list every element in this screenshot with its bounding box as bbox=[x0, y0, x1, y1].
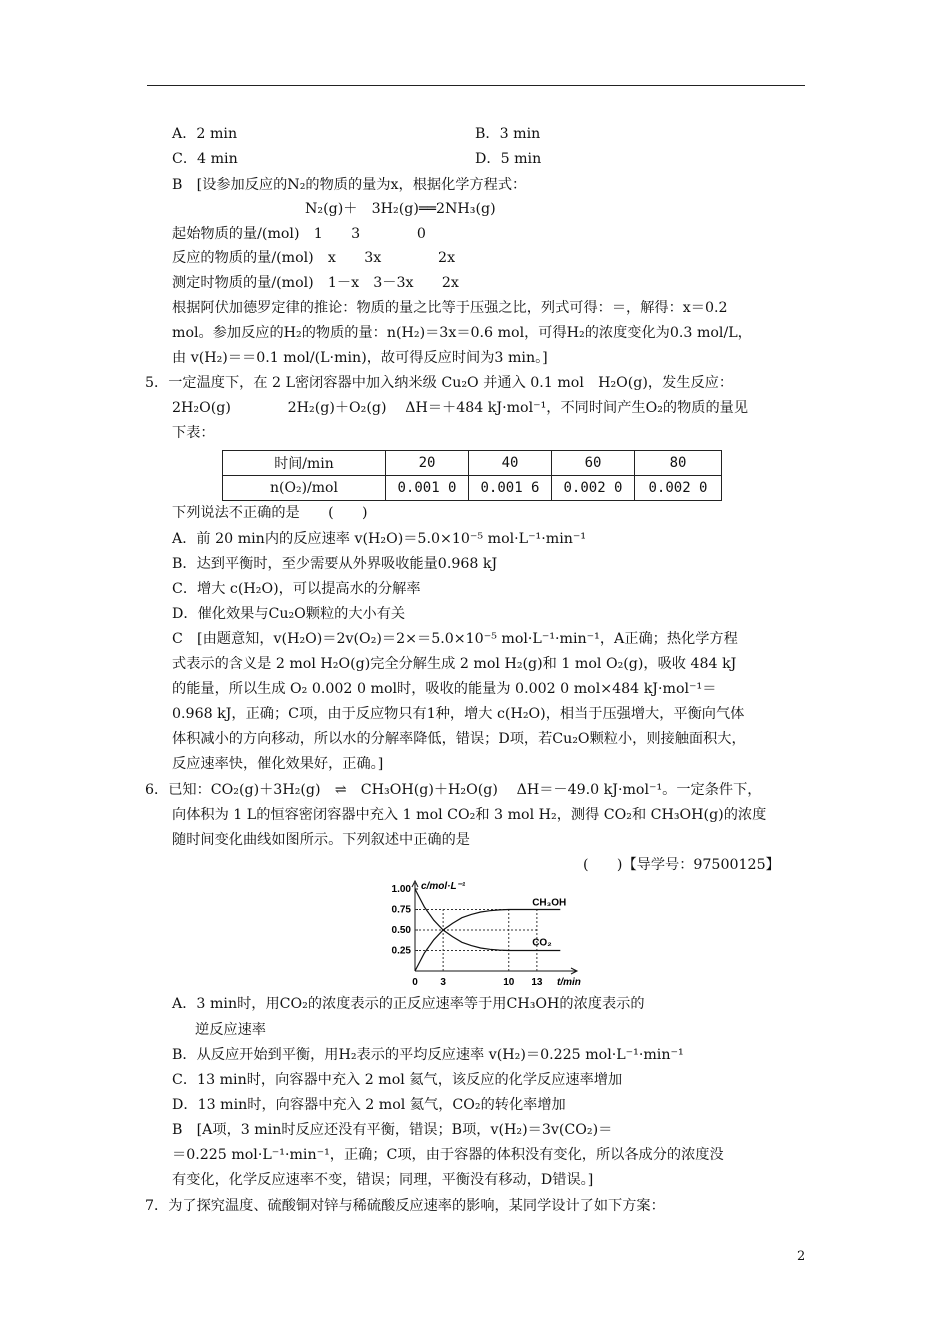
text-line: A．前 20 min内的反应速率 v(H₂O)＝5.0×10⁻⁵ mol·L⁻¹·min⁻¹ bbox=[172, 531, 587, 547]
text-line: B．3 min bbox=[475, 126, 541, 142]
x-axis-label: t/min bbox=[557, 977, 581, 988]
text-line: B [A项，3 min时反应还没有平衡，错误；B项，v(H₂)＝3v(CO₂)＝ bbox=[172, 1122, 613, 1138]
text-line: 5．一定温度下，在 2 L密闭容器中加入纳米级 Cu₂O 并通入 0.1 mol H₂O(g)，发生反应： bbox=[145, 375, 734, 391]
table-cell: 60 bbox=[552, 451, 635, 476]
text-line: 有变化，化学反应速率不变，错误；同理，平衡没有移动，D错误。] bbox=[172, 1172, 594, 1188]
text-line: D．催化效果与Cu₂O颗粒的大小有关 bbox=[172, 606, 406, 622]
text-line: ＝0.225 mol·L⁻¹·min⁻¹，正确；C项，由于容器的体积没有变化，所以各成分的浓度没 bbox=[172, 1147, 724, 1163]
text-line: C [由题意知，v(H₂O)＝2v(O₂)＝2×＝5.0×10⁻⁵ mol·L⁻¹·min⁻¹，A正确；热化学方程 bbox=[172, 631, 738, 647]
table-cell: 20 bbox=[386, 451, 469, 476]
table-cell: 0.002 0 bbox=[635, 476, 722, 501]
x-tick-label: 3 bbox=[440, 977, 446, 988]
y-tick-label: 1.00 bbox=[391, 884, 411, 895]
text-line: mol。参加反应的H₂的物质的量：n(H₂)＝3x＝0.6 mol，可得H₂的浓度变化为0.3 mol/L， bbox=[172, 325, 752, 341]
table-cell: 80 bbox=[635, 451, 722, 476]
text-line: B．达到平衡时，至少需要从外界吸收能量0.968 kJ bbox=[172, 556, 498, 572]
table-cell: 40 bbox=[469, 451, 552, 476]
text-line: 反应的物质的量/(mol) x 3x 2x bbox=[172, 250, 456, 266]
text-line: 根据阿伏加德罗定律的推论：物质的量之比等于压强之比，列式可得：＝，解得：x＝0.2 bbox=[172, 300, 728, 316]
text-line: 随时间变化曲线如图所示。下列叙述中正确的是 bbox=[172, 832, 470, 848]
text-line: 下列说法不正确的是 ( ) bbox=[172, 505, 368, 521]
series-label: CO₂ bbox=[532, 937, 552, 949]
text-line: 体积减小的方向移动，所以水的分解率降低，错误；D项，若Cu₂O颗粒小，则接触面积大， bbox=[172, 731, 746, 747]
text-line: C．增大 c(H₂O)，可以提高水的分解率 bbox=[172, 581, 421, 597]
text-line: 6．已知：CO₂(g)＋3H₂(g) ⇌ CH₃OH(g)＋H₂O(g) ΔH＝－49.0 kJ·mol⁻¹。一定条件下， bbox=[145, 782, 762, 798]
text-line: B [设参加反应的N₂的物质的量为x，根据化学方程式： bbox=[172, 177, 527, 193]
text-line: C．13 min时，向容器中充入 2 mol 氦气，该反应的化学反应速率增加 bbox=[172, 1072, 623, 1088]
text-line: 反应速率快，催化效果好，正确。] bbox=[172, 756, 384, 772]
text-line: 起始物质的量/(mol) 1 3 0 bbox=[172, 226, 426, 242]
y-tick-label: 0.75 bbox=[391, 904, 411, 916]
text-line: D．13 min时，向容器中充入 2 mol 氦气，CO₂的转化率增加 bbox=[172, 1097, 566, 1113]
x-tick-label: 13 bbox=[531, 977, 543, 988]
text-line: ( )【导学号：97500125】 bbox=[583, 857, 780, 873]
table-cell: 0.001 0 bbox=[386, 476, 469, 501]
o2-table bbox=[222, 450, 722, 501]
table-row bbox=[223, 476, 722, 501]
text-line: 2H₂O(g) 2H₂(g)＋O₂(g) ΔH＝＋484 kJ·mol⁻¹，不同时间产生O₂的物质的量见 bbox=[172, 400, 749, 416]
text-line: 的能量，所以生成 O₂ 0.002 0 mol时，吸收的能量为 0.002 0 mol×484 kJ·mol⁻¹＝ bbox=[172, 681, 717, 697]
text-line: 7．为了探究温度、硫酸铜对锌与稀硫酸反应速率的影响，某同学设计了如下方案： bbox=[145, 1198, 665, 1214]
y-tick-label: 0.25 bbox=[391, 945, 411, 957]
x-tick-label: 10 bbox=[503, 977, 515, 988]
page-number: 2 bbox=[797, 1249, 806, 1264]
series-label: CH₃OH bbox=[532, 897, 567, 909]
y-tick-label: 0.50 bbox=[391, 925, 411, 936]
text-line: 式表示的含义是 2 mol H₂O(g)完全分解生成 2 mol H₂(g)和 1 mol O₂(g)，吸收 484 kJ bbox=[172, 656, 737, 672]
concentration-chart bbox=[350, 875, 590, 990]
text-line: 0.968 kJ，正确；C项，由于反应物只有1种，增大 c(H₂O)，相当于压强增大，平衡向气体 bbox=[172, 706, 745, 722]
header-rule bbox=[147, 85, 805, 86]
text-line: C．4 min bbox=[172, 151, 238, 167]
y-axis-label: c/mol·L⁻¹ bbox=[421, 881, 466, 892]
x-tick-label: 0 bbox=[412, 977, 418, 988]
text-line: 逆反应速率 bbox=[195, 1022, 266, 1038]
text-line: B．从反应开始到平衡，用H₂表示的平均反应速率 v(H₂)＝0.225 mol·L⁻¹·min⁻¹ bbox=[172, 1047, 684, 1063]
table-cell: 0.001 6 bbox=[469, 476, 552, 501]
text-line: A．2 min bbox=[172, 126, 238, 142]
table-cell: 0.002 0 bbox=[552, 476, 635, 501]
text-line: 下表： bbox=[172, 425, 215, 441]
text-line: D．5 min bbox=[475, 151, 542, 167]
text-line: N₂(g)＋ 3H₂(g)══2NH₃(g) bbox=[305, 201, 496, 217]
text-line: A．3 min时，用CO₂的浓度表示的正反应速率等于用CH₃OH的浓度表示的 bbox=[172, 996, 645, 1012]
table-cell: n(O₂)/mol bbox=[223, 476, 386, 501]
text-line: 由 v(H₂)＝＝0.1 mol/(L·min)，故可得反应时间为3 min。] bbox=[172, 350, 548, 366]
table-cell: 时间/min bbox=[223, 451, 386, 476]
text-line: 测定时物质的量/(mol) 1－x 3－3x 2x bbox=[172, 275, 459, 291]
text-line: 向体积为 1 L的恒容密闭容器中充入 1 mol CO₂和 3 mol H₂，测得 CO₂和 CH₃OH(g)的浓度 bbox=[172, 807, 767, 823]
table-row bbox=[223, 451, 722, 476]
